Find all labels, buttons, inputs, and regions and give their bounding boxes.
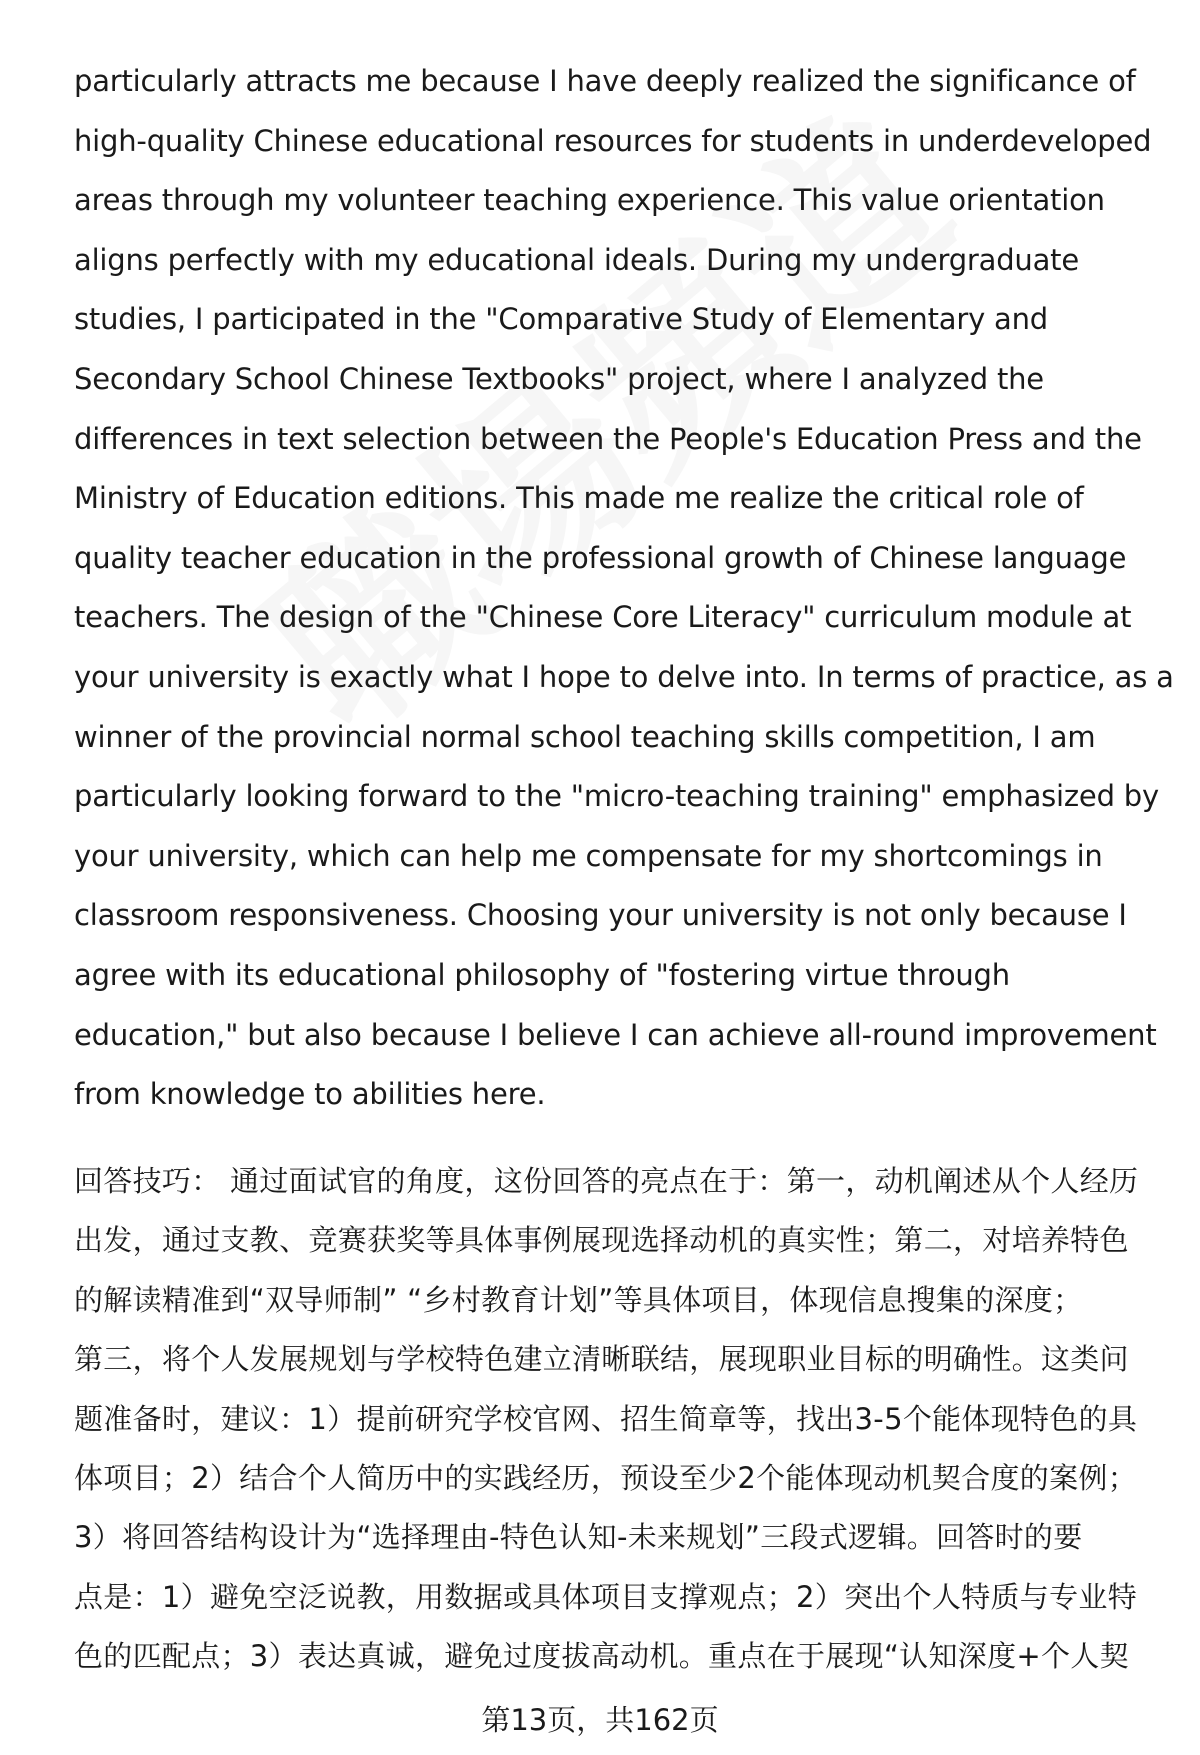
text-line: high-quality Chinese educational resources for students in underdeveloped: [74, 123, 1152, 158]
text-line: differences in text selection between the People's Education Press and the: [74, 421, 1142, 456]
text-line: 点是：1）避免空泛说教，用数据或具体项目支撑观点；2）突出个人特质与专业特: [74, 1579, 1138, 1614]
text-line: teachers. The design of the "Chinese Core Literacy" curriculum module at: [74, 600, 1132, 635]
text-line: quality teacher education in the professional growth of Chinese language: [74, 540, 1127, 575]
text-line: Secondary School Chinese Textbooks" project, where I analyzed the: [74, 361, 1044, 396]
text-line: Ministry of Education editions. This made me realize the critical role of: [74, 481, 1084, 516]
text-line: your university is exactly what I hope to delve into. In terms of practice, as a: [74, 659, 1174, 694]
page-number-footer: 第13页，共162页: [481, 1703, 719, 1737]
text-line: particularly attracts me because I have deeply realized the significance of: [74, 64, 1136, 98]
text-line: 色的匹配点；3）表达真诚，避免过度拔高动机。重点在于展现“认知深度+个人契: [74, 1639, 1129, 1674]
text-line: from knowledge to abilities here.: [74, 1077, 546, 1112]
text-line: agree with its educational philosophy of "fostering virtue through: [74, 957, 1010, 992]
text-line: your university, which can help me compensate for my shortcomings in: [74, 838, 1103, 873]
text-line: 出发，通过支教、竞赛获奖等具体事例展现选择动机的真实性；第二，对培养特色: [74, 1223, 1129, 1258]
text-line: 回答技巧： 通过面试官的角度，这份回答的亮点在于：第一，动机阐述从个人经历: [74, 1164, 1139, 1198]
text-line: areas through my volunteer teaching experience. This value orientation: [74, 183, 1105, 218]
text-line: 第三，将个人发展规划与学校特色建立清晰联结，展现职业目标的明确性。这类问: [74, 1342, 1129, 1377]
english-answer-paragraph: [74, 52, 1174, 1125]
text-line: winner of the provincial normal school teaching skills competition, I am: [74, 719, 1096, 754]
answer-tips-paragraph: [74, 1152, 1164, 1687]
text-line: 3）将回答结构设计为“选择理由-特色认知-未来规划”三段式逻辑。回答时的要: [74, 1520, 1083, 1555]
text-line: studies, I participated in the "Comparative Study of Elementary and: [74, 302, 1049, 337]
text-line: particularly looking forward to the "micro-teaching training" emphasized by: [74, 779, 1159, 814]
text-line: aligns perfectly with my educational ideals. During my undergraduate: [74, 242, 1079, 277]
text-line: 体项目；2）结合个人简历中的实践经历，预设至少2个能体现动机契合度的案例；: [74, 1460, 1138, 1495]
text-line: education," but also because I believe I can achieve all-round improvement: [74, 1017, 1157, 1052]
text-line: 的解读精准到“双导师制” “乡村教育计划”等具体项目，体现信息搜集的深度；: [74, 1282, 1083, 1317]
text-line: classroom responsiveness. Choosing your university is not only because I: [74, 898, 1127, 933]
text-line: 题准备时，建议：1）提前研究学校官网、招生简章等，找出3-5个能体现特色的具: [74, 1401, 1138, 1436]
